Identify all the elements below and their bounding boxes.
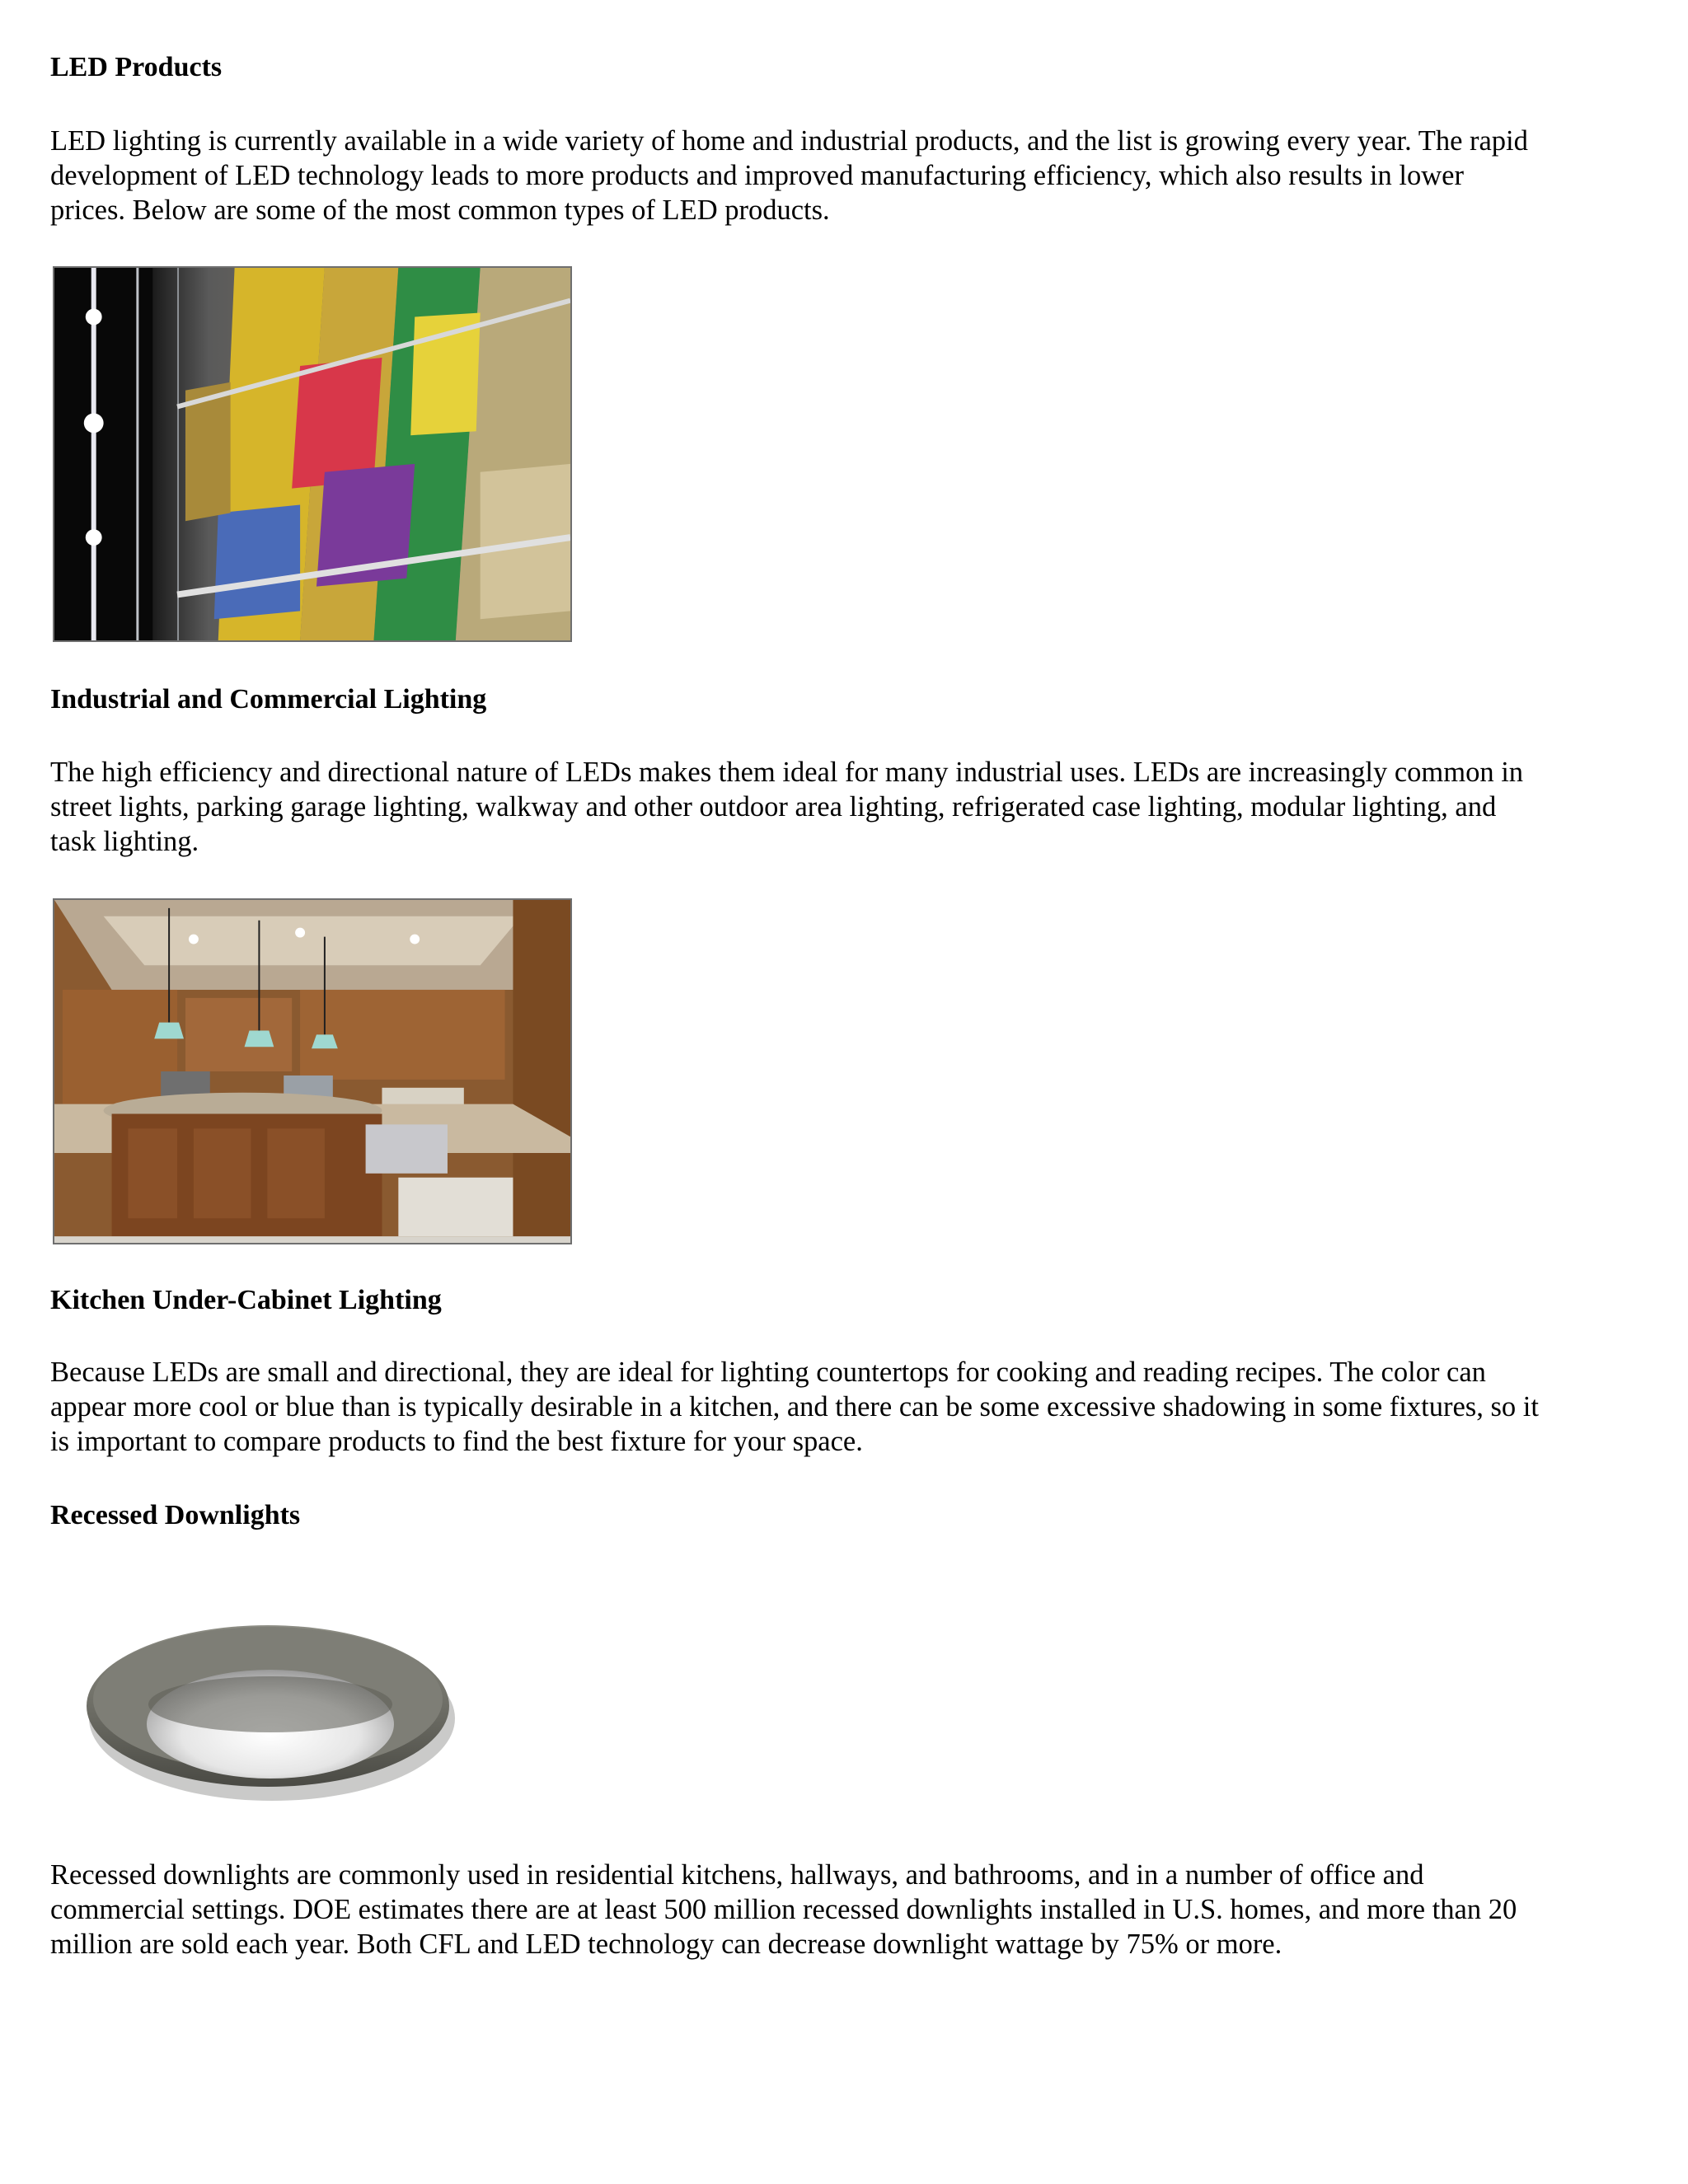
text-line: is important to compare products to find the best fixture for your space.	[50, 1426, 863, 1457]
text-line: Because LEDs are small and directional, they are ideal for lighting countertops for cooking and reading recipes. The color can	[50, 1357, 1486, 1388]
text-line: The high efficiency and directional nature of LEDs makes them ideal for many industrial uses. LEDs are increasingly common in	[50, 757, 1524, 788]
heading-industrial-lighting: Industrial and Commercial Lighting	[50, 684, 487, 715]
text-line: commercial settings. DOE estimates there are at least 500 million recessed downlights installed in U.S. homes, and more than 20	[50, 1894, 1517, 1925]
text-line: Recessed downlights are commonly used in residential kitchens, hallways, and bathrooms, and in a number of office and	[50, 1859, 1424, 1891]
refrigerated-case-image	[53, 266, 572, 642]
kitchen-image	[53, 898, 572, 1244]
paragraph-industrial-lighting	[50, 755, 1658, 859]
text-line: development of LED technology leads to more products and improved manufacturing efficiency, which also results in lower	[50, 160, 1464, 191]
heading-led-products: LED Products	[50, 52, 223, 82]
text-line: appear more cool or blue than is typically desirable in a kitchen, and there can be some excessive shadowing in some fixtures, so it	[50, 1391, 1539, 1422]
text-line: task lighting.	[50, 826, 199, 857]
text-line: million are sold each year. Both CFL and LED technology can decrease downlight wattage by 75% or more.	[50, 1929, 1282, 1960]
paragraph-led-products	[50, 124, 1658, 227]
paragraph-kitchen-lighting	[50, 1355, 1658, 1459]
text-line: street lights, parking garage lighting, walkway and other outdoor area lighting, refrigerated case lighting, modular lighting, and	[50, 791, 1497, 823]
heading-recessed-downlights: Recessed Downlights	[50, 1500, 301, 1530]
text-line: prices. Below are some of the most common types of LED products.	[50, 194, 830, 226]
paragraph-recessed-downlights	[50, 1858, 1658, 1961]
heading-kitchen-lighting: Kitchen Under-Cabinet Lighting	[50, 1285, 442, 1315]
downlight-fixture-image	[82, 1607, 462, 1813]
text-line: LED lighting is currently available in a wide variety of home and industrial products, and the list is growing every year. The rapid	[50, 125, 1528, 157]
